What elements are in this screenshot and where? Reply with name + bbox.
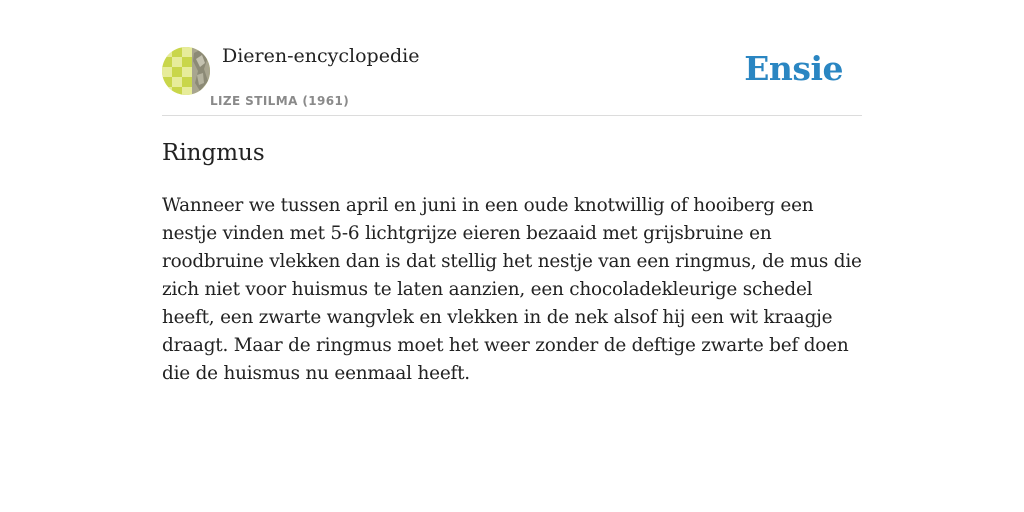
article-page — [162, 0, 862, 384]
book-header — [162, 0, 862, 116]
book-cover-avatar[interactable] — [162, 47, 210, 95]
ensie-logo[interactable]: Ensie — [744, 49, 843, 88]
entry-text: Wanneer we tussen april en juni in een oude knotwillig of hooiberg een nestje vinden met 5-6 lichtgrijze eieren bezaaid met grijsbruine en roodbruine vlekken dan is dat stellig het nestje van een ringmus, de mus die zich niet voor huismus te laten aanzien, een chocoladekleurige schedel heeft, een zwarte wangvlek en vlekken in de nek alsof hij een wit kraagje draagt. Maar de ringmus moet het weer zonder de deftige zwarte bef doen die de huismus nu eenmaal heeft. — [162, 195, 862, 384]
book-cover-image — [162, 47, 210, 95]
book-title[interactable]: Dieren-encyclopedie — [222, 45, 420, 67]
entry-title: Ringmus — [162, 140, 265, 166]
author-name[interactable]: LIZE STILMA (1961) — [210, 94, 350, 108]
